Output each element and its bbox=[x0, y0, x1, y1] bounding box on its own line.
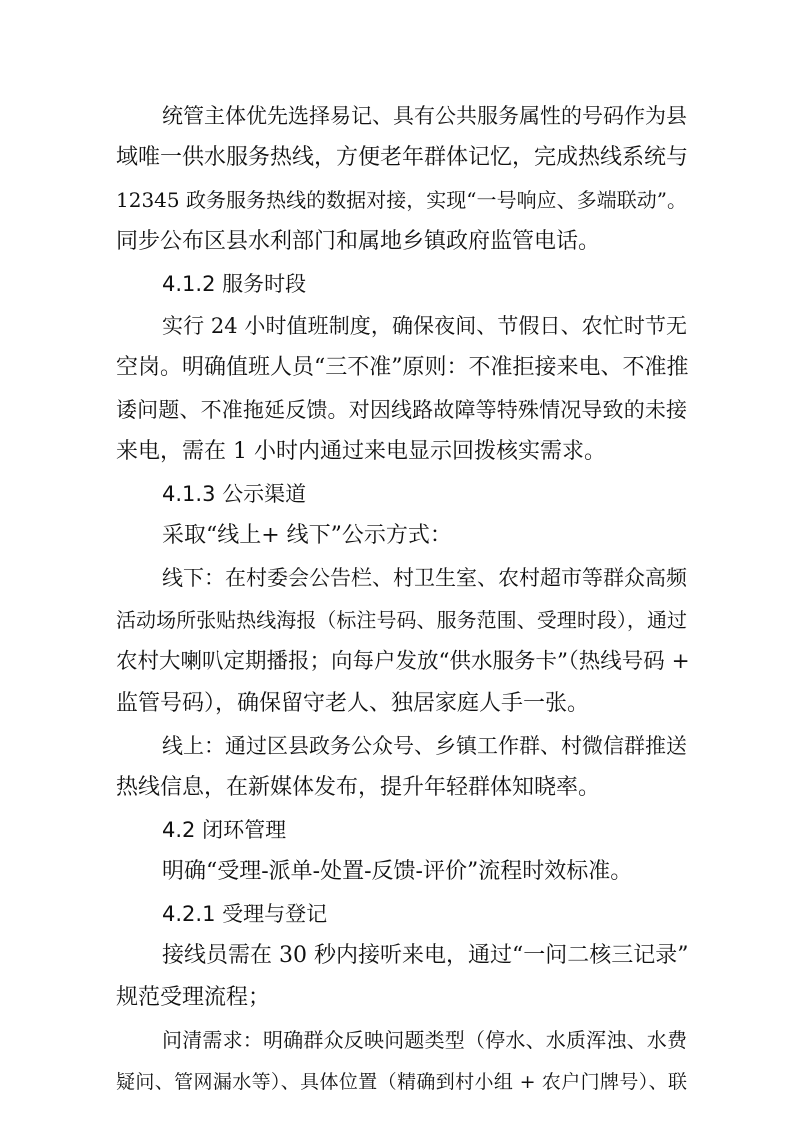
paragraph-line: 监管号码），确保留守老人、独居家庭人手一张。 bbox=[116, 691, 590, 716]
paragraph-line: 域唯一供水服务热线，方便老年群体记忆，完成热线系统与 bbox=[116, 145, 689, 170]
paragraph-line: 接线员需在 30 秒内接听来电，通过“一问二核三记录” bbox=[162, 943, 689, 968]
paragraph-line: 统管主体优先选择易记、具有公共服务属性的号码作为县 bbox=[162, 104, 687, 128]
paragraph-line: 采取“线上+ 线下”公示方式： bbox=[162, 523, 452, 548]
paragraph-line: 热线信息，在新媒体发布，提升年轻群体知晓率。 bbox=[116, 775, 601, 800]
paragraph-line: 问清需求：明确群众反映问题类型（停水、水质浑浊、水费 bbox=[162, 1028, 687, 1052]
paragraph-line: 线上：通过区县政务公众号、乡镇工作群、村微信群推送 bbox=[162, 734, 687, 758]
paragraph-line: 明确“受理-派单-处置-反馈-评价”流程时效标准。 bbox=[162, 859, 633, 884]
paragraph-line: 线下：在村委会公告栏、村卫生室、农村超市等群众高频 bbox=[162, 566, 687, 590]
paragraph-line: 活动场所张贴热线海报（标注号码、服务范围、受理时段），通过 bbox=[116, 608, 687, 632]
paragraph-line: 诿问题、不准拖延反馈。对因线路故障等特殊情况导致的未接 bbox=[116, 398, 687, 422]
paragraph-line: 规范受理流程； bbox=[116, 985, 271, 1010]
section-heading: 4.1.2 服务时段 bbox=[162, 272, 307, 296]
paragraph-line: 疑问、管网漏水等）、具体位置（精确到村小组 + 农户门牌号）、联 bbox=[116, 1071, 687, 1093]
section-heading: 4.1.3 公示渠道 bbox=[162, 482, 307, 506]
section-heading: 4.2.1 受理与登记 bbox=[162, 902, 328, 926]
paragraph-line: 同步公布区县水利部门和属地乡镇政府监管电话。 bbox=[116, 229, 601, 254]
paragraph-line: 来电，需在 1 小时内通过来电显示回拨核实需求。 bbox=[116, 439, 606, 464]
paragraph-line: 农村大喇叭定期播报；向每户发放“供水服务卡”（热线号码 + bbox=[116, 649, 690, 674]
paragraph-line: 12345 政务服务热线的数据对接，实现“一号响应、多端联动”。 bbox=[116, 188, 687, 212]
section-heading: 4.2 闭环管理 bbox=[162, 818, 287, 842]
paragraph-line: 实行 24 小时值班制度，确保夜间、节假日、农忙时节无 bbox=[162, 314, 687, 338]
paragraph-line: 空岗。明确值班人员“三不准”原则：不准拒接来电、不准推 bbox=[116, 355, 689, 380]
